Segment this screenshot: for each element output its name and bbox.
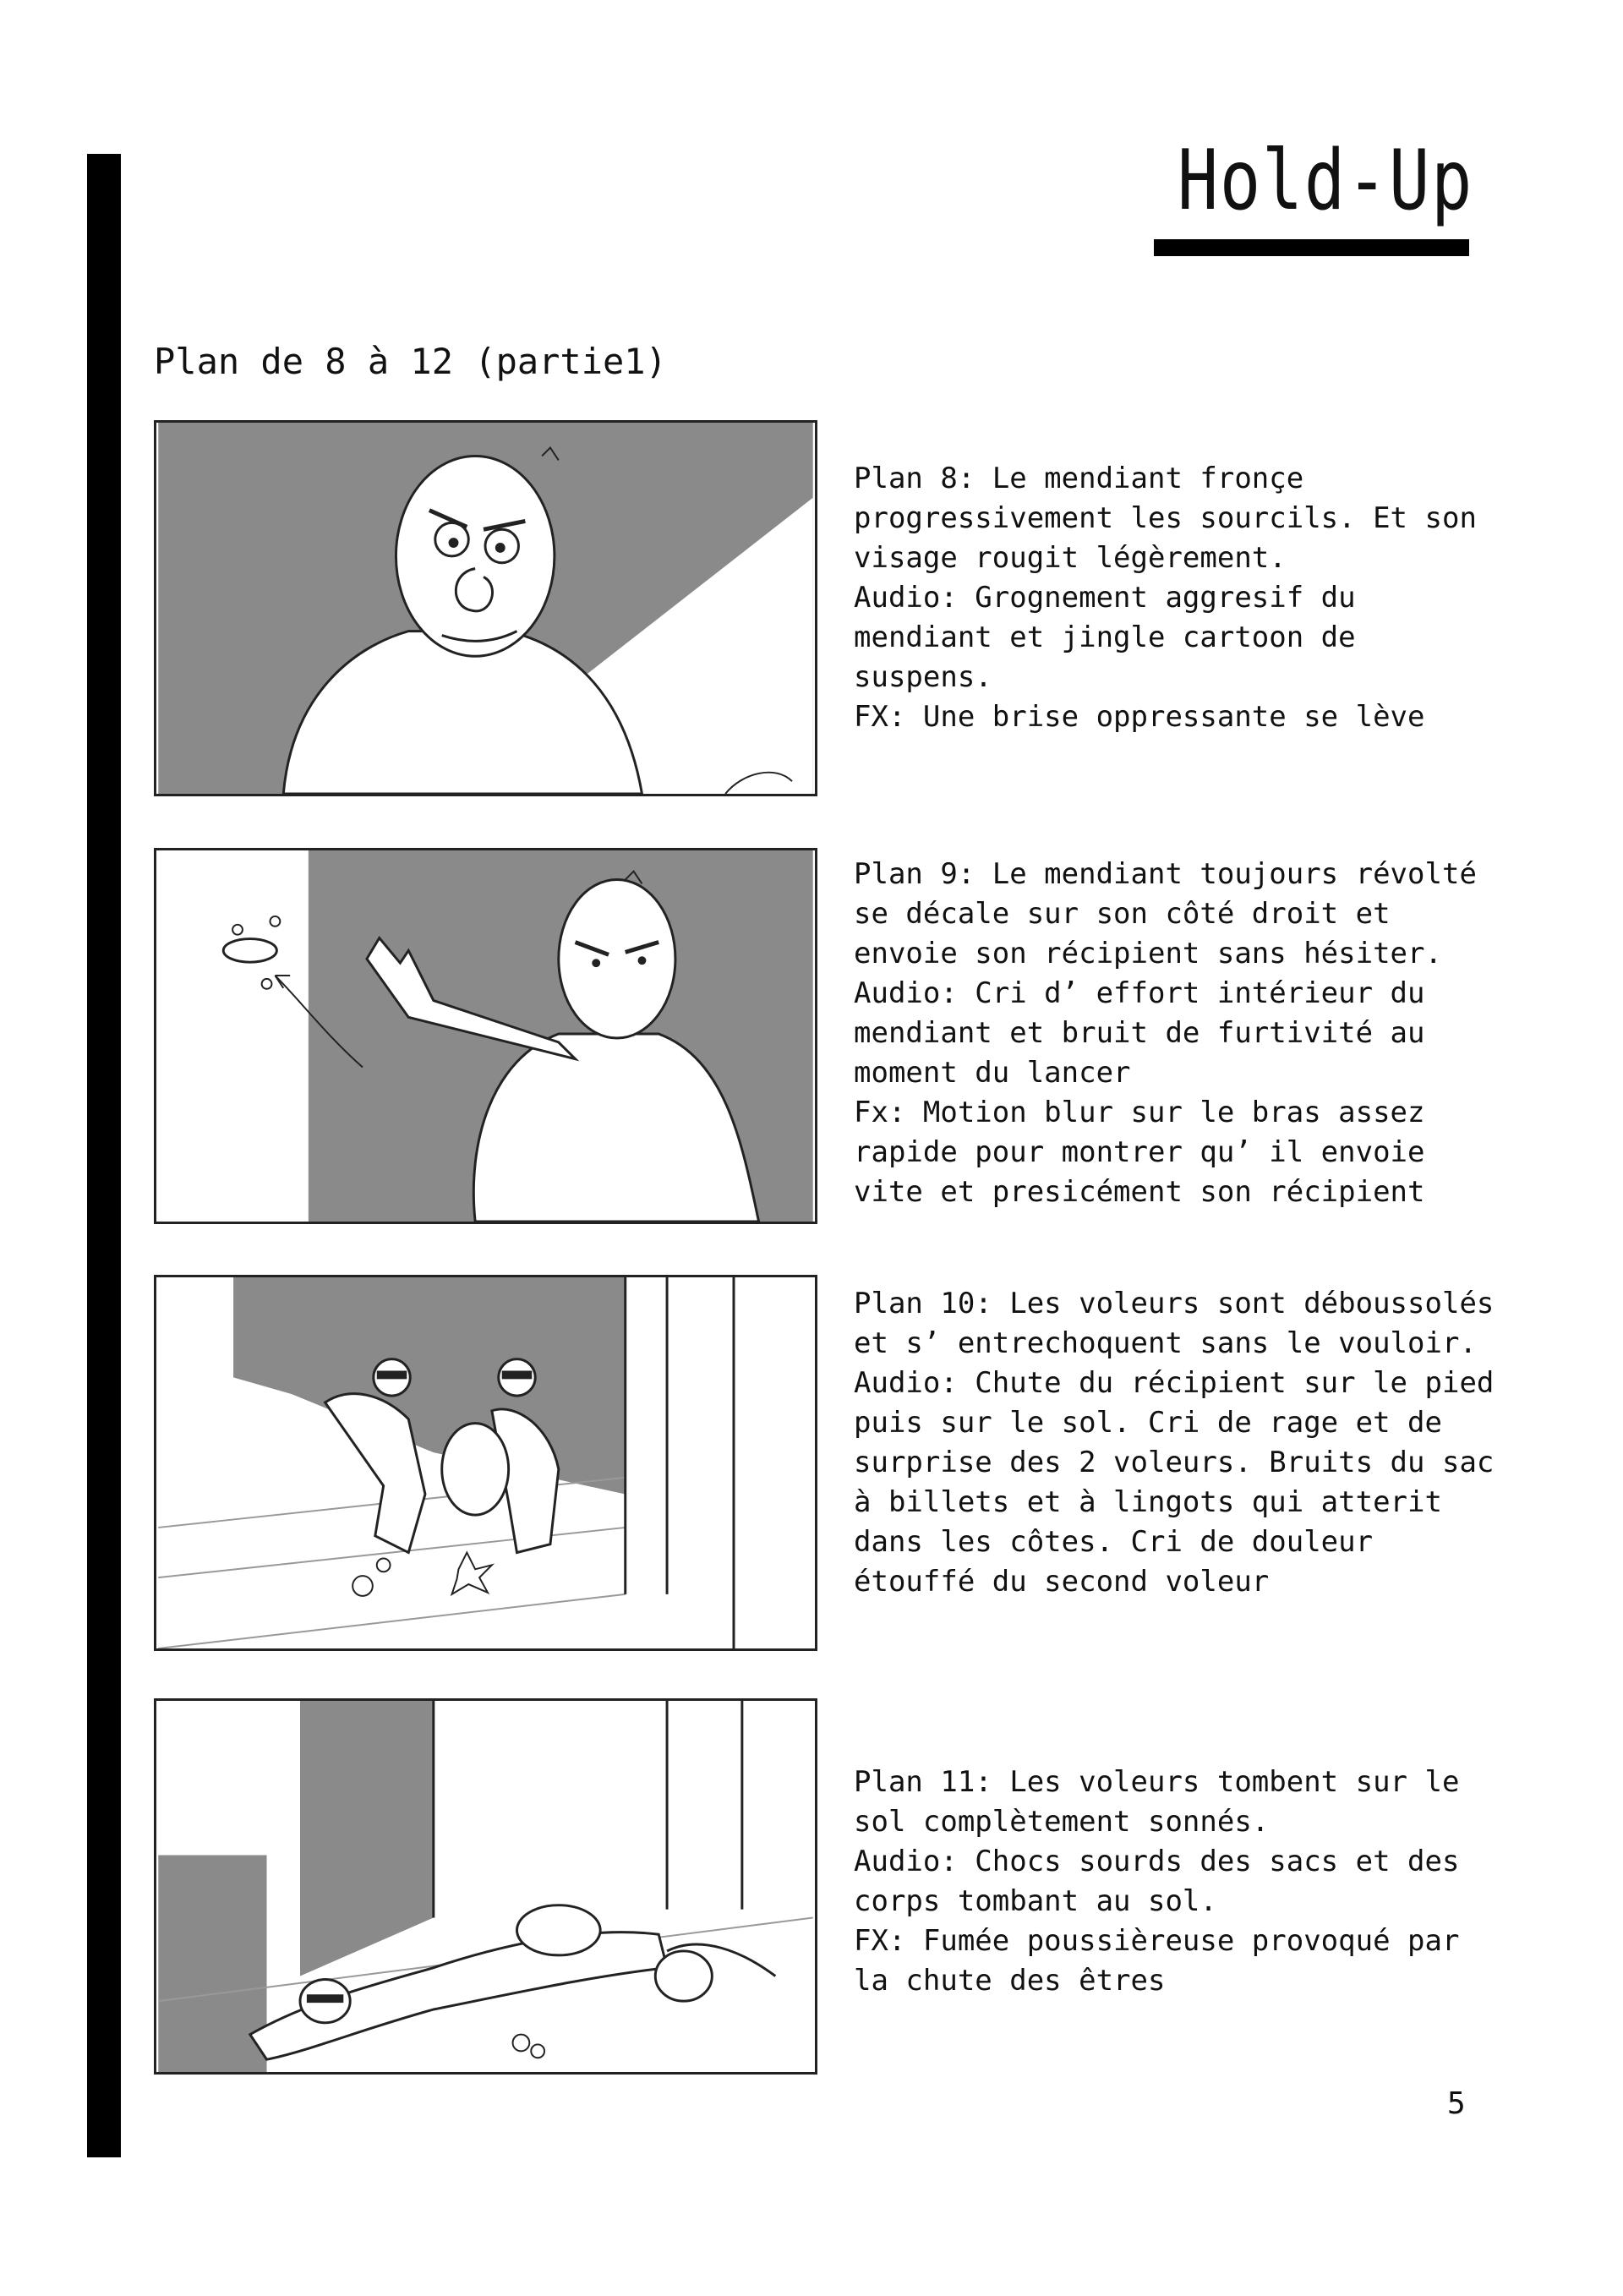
panel-10-description: Plan 10: Les voleurs sont déboussolés et s’ entrechoquent sans le vouloir. Audio: Chute du récipient sur le pied puis sur le sol. Cri de rage et de surprise des 2 voleurs. Bruits du sac à billets et à lingots qui atterit dans les côtes. Cri de douleur étouffé du second voleur: [854, 1287, 1495, 1599]
left-margin-bar: [87, 154, 121, 2157]
storyboard-panel-11: [154, 1698, 817, 2075]
page-number: 5: [1447, 2086, 1466, 2121]
title-underline: [1154, 239, 1469, 256]
panel-8-description: Plan 8: Le mendiant fronçe progressivement les sourcils. Et son visage rougit légèrement. Audio: Grognement aggresif du mendiant et jingle cartoon de suspens. FX: Une brise oppressante se lève: [854, 462, 1477, 734]
section-subtitle: Plan de 8 à 12 (partie1): [154, 341, 667, 382]
storyboard-panel-8: [154, 420, 817, 796]
thieves-fallen-sketch-icon: [156, 1701, 815, 2072]
page-title: Hold-Up: [1177, 133, 1473, 229]
beggar-throw-sketch-icon: [156, 850, 815, 1222]
panel-11-description: Plan 11: Les voleurs tombent sur le sol complètement sonnés. Audio: Chocs sourds des sacs et des corps tombant au sol. FX: Fumée poussièreuse provoqué par la chute des êtres: [854, 1765, 1460, 1998]
thieves-collide-sketch-icon: [156, 1277, 815, 1648]
storyboard-panel-9: [154, 848, 817, 1224]
panel-9-description: Plan 9: Le mendiant toujours révolté se décale sur son côté droit et envoie son récipient sans hésiter. Audio: Cri d’ effort intérieur du mendiant et bruit de furtivité au moment du lancer Fx: Motion blur sur le bras assez rapide pour montrer qu’ il envoie vite et presicément son récipient: [854, 857, 1477, 1209]
storyboard-panel-10: [154, 1275, 817, 1651]
beggar-closeup-sketch-icon: [156, 423, 815, 794]
